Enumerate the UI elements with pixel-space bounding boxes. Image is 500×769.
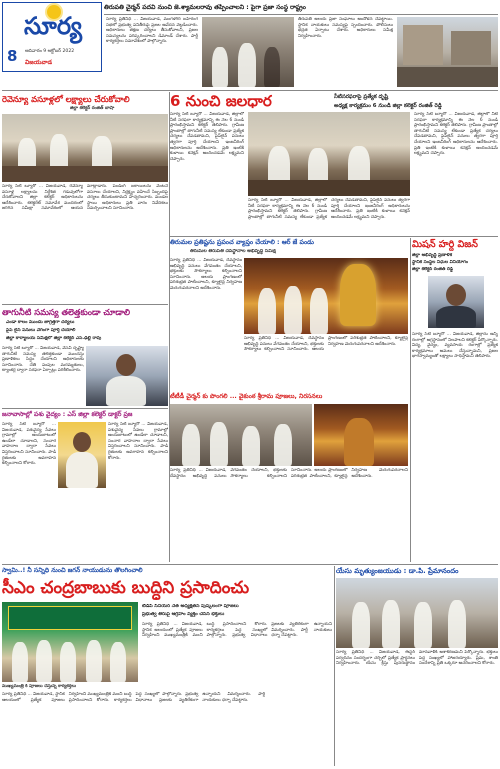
person-figure <box>284 286 302 334</box>
divider <box>2 90 498 91</box>
person-figure <box>414 602 432 648</box>
deity-shape <box>340 264 376 326</box>
mission-subhead-1: జిల్లా అభివృద్ధి ప్రణాళిక <box>412 253 453 258</box>
road-shape <box>397 67 498 87</box>
temple-body-under-photo: సూర్య ప్రతినిధి ... విజయవాడ, దేవస్థానం అభివృద్ధి పనులు వేగవంతం చేయాలని, భక్తులకు సౌకర్యాలు కల్పించాలని సూచించారు. ఆలయ ప్రాంగణంలో పరిశుభ్రత పాటించాలని, క్యూలైన్ల నిర్వహణ మెరుగుపరచాలని ఆదేశించారు. <box>244 336 408 353</box>
table-shape <box>248 180 410 196</box>
top-story-photo <box>202 17 294 87</box>
top-story-intro: సూర్య ప్రతినిధి ... విజయవాడ, మంగళగిరి బహిరంగ సభలో ప్రభుత్వ పనితీరుపై ప్రజల ఆవేదన వెల్లడించారు. అధికారులు తక్షణ చర్యలు తీసుకోవాలని, ప్రజల సమస్యలను పరిష్కరించాలని డిమాండ్ చేశారు. పార్టీ కార్యకర్తలు సమావేశంలో పాల్గొన్నారు. <box>106 17 198 45</box>
temple-ritual-photo <box>314 404 408 466</box>
water-body-right: సూర్య సిటీ బ్యూరో ... విజయవాడ, జిల్లాలో నీటి సరఫరా కార్యక్రమాన్ని ఈ నెల 6 నుండి ప్రారంభిస్తామని కలెక్టర్ తెలిపారు. గ్రామీణ ప్రాంతాల్లో తాగునీటి సమస్య లేకుండా ప్రత్యేక చర్యలు చేపడతామని, పైప్‌లైన్ పనులు త్వరగా పూర్తి చేయాలని ఇంజనీరింగ్ అధికారులను ఆదేశించారు. ప్రతి ఇంటికి కుళాయి కనెక్షన్ అందించడమే లక్ష్యమని చెప్పారు. <box>414 112 498 157</box>
yesu-headline: యేసు మృత్యుంజయుడు : డా.పి. ప్రేమానందం <box>336 567 459 575</box>
yesu-body: సూర్య ప్రతినిధి ... విజయవాడ, ఈస్టర్ పర్వదినం సందర్భంగా చర్చిలో ప్రత్యేక ప్రార్థనలు నిర్వహించారు. యేసు క్రీస్తు పునరుత్థానం మానవాళికి ఆశాకిరణమని పేర్కొన్నారు. భక్తులు పెద్ద సంఖ్యలో హాజరయ్యారు. ప్రేమ, శాంతి సందేశాన్ని ప్రతి ఒక్కరూ ఆచరించాలని కోరారు. <box>336 650 498 667</box>
person-figure <box>106 376 146 406</box>
divider <box>104 14 498 15</box>
temple-headline: తిరుమల ప్రతిష్టను ప్రపంచ వ్యాప్తం చేయాలి : ఆర్ జే పండు <box>170 239 314 246</box>
person-figure <box>110 642 126 682</box>
person-figure <box>382 600 400 648</box>
top-story-right-text: తిరుపతి ఆలయ ప్రజా సంఘాలు ఆందోళన చేపట్టాయి. స్థానిక నాయకులు సమస్యపై స్పందించారు. పోలీసులు భద్రత ఏర్పాటు చేశారు. అధికారులు సమీక్ష నిర్వహించారు. <box>298 17 393 39</box>
drinking-headline: తాగునీటి సమస్య తలెత్తకుండా చూడాలి <box>2 307 131 317</box>
person-figure <box>12 642 28 682</box>
person-figure <box>352 602 370 648</box>
person-figure <box>238 43 256 87</box>
temple-photo <box>244 258 408 334</box>
water-photo <box>248 112 410 196</box>
temple-body: సూర్య ప్రతినిధి ... విజయవాడ, దేవస్థానం అభివృద్ధి పనులు వేగవంతం చేయాలని, భక్తులకు సౌకర్యాలు కల్పించాలని సూచించారు. ఆలయ ప్రాంగణంలో పరిశుభ్రత పాటించాలని, క్యూలైన్ల నిర్వహణ మెరుగుపరచాలని ఆదేశించారు. <box>170 258 242 291</box>
cm-photo-caption: ముఖ్యమంత్రి కి పూజలు చేస్తున్న కార్యకర్తలు <box>2 684 77 689</box>
building-shape <box>403 25 443 65</box>
cm-photo <box>2 602 138 682</box>
mission-body: సూర్య సిటీ బ్యూరో ... విజయవాడ, జిల్లాను అన్ని రంగాల్లో అగ్రస్థానంలో నిలపాలని కలెక్టర్ పేర్కొన్నారు. విద్య, వైద్యం, వ్యవసాయ రంగాల్లో ప్రత్యేక కార్యక్రమాలు అమలు చేస్తున్నామని, ప్రజల భాగస్వామ్యంతో లక్ష్యాలు సాధిస్తామని తెలిపారు. <box>412 332 498 360</box>
revenue-headline: రెవెన్యూ వసూళ్లలో లక్ష్యాలు చేరుకోవాలి <box>2 94 130 104</box>
person-head <box>73 432 91 452</box>
person-figure <box>66 452 98 488</box>
mid-body-right: సూర్య సిటీ బ్యూరో ... విజయవాడ, పశువైద్య సేవలు గ్రామాల్లో అందుబాటులో ఉండేలా చూడాలని, సంచార వాహనాల ద్వారా సేవలు విస్తరించాలని సూచించారు. పాడి రైతులకు అవగాహన కల్పించాలని కోరారు. <box>108 422 168 461</box>
banner-shape <box>8 606 132 630</box>
cm-body-bottom: సూర్య ప్రతినిధి ... విజయవాడ, స్థానిక ఆలయంలో ప్రత్యేక పూజలు నిర్వహించి ముఖ్యమంత్రికి మంచి బుద్ధి ప్రసాదించాలని కోరారు. కార్యకర్తలు పెద్ద సంఖ్యలో పాల్గొన్నారు. ప్రభుత్వ విధానాలు ప్రజలకు వ్యతిరేకంగా ఉన్నాయని విమర్శించారు. పార్టీ నాయకులు ధర్నా చేపట్టారు. <box>2 692 266 703</box>
cm-body-top: సూర్య ప్రతినిధి ... విజయవాడ, స్థానిక ఆలయంలో ప్రత్యేక పూజలు నిర్వహించి ముఖ్యమంత్రికి మంచి బుద్ధి ప్రసాదించాలని కోరారు. కార్యకర్తలు పెద్ద సంఖ్యలో పాల్గొన్నారు. ప్రభుత్వ విధానాలు ప్రజలకు వ్యతిరేకంగా ఉన్నాయని విమర్శించారు. పార్టీ నాయకులు ధర్నా చేపట్టారు. <box>142 622 332 639</box>
water-subhead-1: నీటిసరఫరాపై ప్రత్యేక దృష్టి <box>334 94 389 100</box>
person-figure <box>448 600 466 648</box>
temple-subhead: తిరుమల తిరుపతి దేవస్థానాల అభివృద్ధి సమీక్ష <box>190 249 276 254</box>
drinking-bullet-2: పైప్ లైన్ పనులు వేగంగా పూర్తి చేయాలి <box>6 328 76 333</box>
person-figure <box>274 424 292 466</box>
temple-event-photo <box>170 404 312 466</box>
divider <box>170 236 498 237</box>
column-separator <box>169 92 170 562</box>
table-shape <box>2 166 168 182</box>
person-figure <box>182 424 200 466</box>
mission-subhead-3: జిల్లా కలెక్టర్ రంజిత్ రెడ్డి <box>412 267 453 272</box>
water-headline: 6 నుంచి జలధార <box>170 92 272 110</box>
divider <box>2 564 498 565</box>
person-figure <box>36 640 52 682</box>
person-figure <box>212 47 228 87</box>
water-body-under-photo: సూర్య సిటీ బ్యూరో ... విజయవాడ, జిల్లాలో నీటి సరఫరా కార్యక్రమాన్ని ఈ నెల 6 నుండి ప్రారంభిస్తామని కలెక్టర్ తెలిపారు. గ్రామీణ ప్రాంతాల్లో తాగునీటి సమస్య లేకుండా ప్రత్యేక చర్యలు చేపడతామని, పైప్‌లైన్ పనులు త్వరగా పూర్తి చేయాలని ఇంజనీరింగ్ అధికారులను ఆదేశించారు. ప్రతి ఇంటికి కుళాయి కనెక్షన్ అందించడమే లక్ష్యమని చెప్పారు. <box>248 198 410 220</box>
masthead-date: ఆదివారం 9 అక్టోబర్ 2022 <box>25 49 75 54</box>
cm-headline: సీఎం చంద్రబాబుకు బుద్ధిని ప్రసాదించు <box>2 578 250 598</box>
water-body: సూర్య సిటీ బ్యూరో ... విజయవాడ, జిల్లాలో నీటి సరఫరా కార్యక్రమాన్ని ఈ నెల 6 నుండి ప్రారంభిస్తామని కలెక్టర్ తెలిపారు. గ్రామీణ ప్రాంతాల్లో తాగునీటి సమస్య లేకుండా ప్రత్యేక చర్యలు చేపడతామని, పైప్‌లైన్ పనులు త్వరగా పూర్తి చేయాలని ఇంజనీరింగ్ అధికారులను ఆదేశించారు. ప్రతి ఇంటికి కుళాయి కనెక్షన్ అందించడమే లక్ష్యమని చెప్పారు. <box>170 112 244 162</box>
person-figure <box>436 306 476 328</box>
person-figure <box>344 418 374 466</box>
cm-kicker: స్వామి..! నీ సన్నిధి నుంచి జగన్ నాయుడును తొలగించాలి <box>2 567 143 574</box>
column-separator <box>334 566 335 766</box>
mission-photo <box>428 276 484 328</box>
person-figure <box>264 47 280 87</box>
person-figure <box>258 288 276 334</box>
yesu-photo <box>336 578 498 648</box>
person-head <box>116 354 136 376</box>
person-head <box>446 284 466 306</box>
column-separator <box>410 238 411 562</box>
top-headline: తిరుపతి చైర్మన్ పదవి నుంచి జె.శ్యామలరావు తప్పించాలని : పైగా ప్రజా సంస్థ రాష్ట్రం <box>104 4 306 11</box>
drinking-photo <box>86 346 168 406</box>
masthead-logo: సూర్య <box>23 11 83 40</box>
person-figure <box>210 422 228 466</box>
temple-body-lower: సూర్య ప్రతినిధి ... విజయవాడ, దేవస్థానం అభివృద్ధి పనులు వేగవంతం చేయాలని, భక్తులకు సౌకర్యాలు కల్పించాలని సూచించారు. ఆలయ ప్రాంగణంలో పరిశుభ్రత పాటించాలని, క్యూలైన్ల నిర్వహణ మెరుగుపరచాలని ఆదేశించారు. <box>170 468 408 479</box>
divider <box>2 408 168 409</box>
revenue-byline: జిల్లా కలెక్టర్ రంజిత్ బాషా <box>70 106 115 111</box>
temple-caption: టీటీడీ చైర్మన్ కు పొంగలి ... వైకుంఠ శ్రీరామ పూజలు, నిరసనలు <box>170 393 323 400</box>
mid-photo <box>58 422 106 488</box>
revenue-photo <box>2 114 168 182</box>
person-figure <box>60 642 76 682</box>
drinking-bullet-1: ఎండా కాలం ముందు జాగ్రత్తగా చర్యలు <box>6 320 75 325</box>
mission-headline: మిషన్ హర్ది విజన్ <box>412 239 478 250</box>
cm-subhead-1: టీడీపీ సీనియర్ నేత అధ్యక్షతన పుష్కలంగా పూజలు <box>142 604 239 609</box>
mid-body-left: సూర్య సిటీ బ్యూరో ... విజయవాడ, పశువైద్య సేవలు గ్రామాల్లో అందుబాటులో ఉండేలా చూడాలని, సంచార వాహనాల ద్వారా సేవలు విస్తరించాలని సూచించారు. పాడి రైతులకు అవగాహన కల్పించాలని కోరారు. <box>2 422 56 467</box>
masthead-logo-band <box>3 3 101 43</box>
drinking-body: సూర్య సిటీ బ్యూరో ... విజయవాడ, వేసవి దృష్ట్యా తాగునీటి సమస్య తలెత్తకుండా ముందస్తు ప్రణాళికలు సిద్ధం చేయాలని అధికారులకు సూచించారు. చేతి పంపుల మరమ్మతులు, ట్యాంకర్ల ద్వారా సరఫరా ఏర్పాట్లు పరిశీలించారు. <box>2 346 84 374</box>
edition-number: 8 <box>7 47 18 65</box>
masthead-city: విజయవాడ <box>25 59 53 66</box>
building-shape <box>451 31 491 65</box>
water-subhead-2: అధ్యక్ష కార్యక్రమం 6 నుండి జిల్లా కలెక్టర్ రంజిత్ రెడ్డి <box>334 103 442 109</box>
drinking-bullet-3: జిల్లా కార్యాలయ సమీక్షలో జిల్లా కలెక్టర్ ఎస్.ఢిల్లీ రావు <box>6 336 102 341</box>
masthead <box>2 2 102 72</box>
street-photo <box>397 17 498 87</box>
person-figure <box>310 288 328 334</box>
mission-subhead-2: స్థానిక సంస్థల నిధుల వినియోగం <box>412 260 469 265</box>
revenue-body: సూర్య సిటీ బ్యూరో ... విజయవాడ, రెవెన్యూ వసూళ్ల లక్ష్యాలను నిర్దేశిత గడువులోగా చేరుకోవాలని జిల్లా కలెక్టర్ అధికారులను ఆదేశించారు. కలెక్టరేట్ సమావేశ మందిరంలో జరిగిన సమీక్షా సమావేశంలో ఆయన మాట్లాడారు. పెండింగ్ బకాయిలను వెంటనే వసూలు చేయాలని, నిర్లక్ష్యం వహించే సిబ్బందిపై చర్యలు తీసుకుంటామని హెచ్చరించారు. మండల స్థాయి అధికారులు ప్రతి వారం నివేదికలు సమర్పించాలని సూచించారు. <box>2 184 168 212</box>
cm-subhead-2: ప్రభుత్వ తీరుపై ఆగ్రహం వ్యక్తం చేసిన భక్తులు <box>142 612 225 617</box>
person-figure <box>86 640 102 682</box>
water-headline-band <box>170 92 332 110</box>
divider <box>2 304 168 305</box>
person-figure <box>242 426 260 466</box>
mid-headline: జనావాసాల్లో పశు వైద్యం : ఎస్ జిల్లా కలెక్టర్ డాక్టర్ ప్రజ <box>2 411 133 418</box>
